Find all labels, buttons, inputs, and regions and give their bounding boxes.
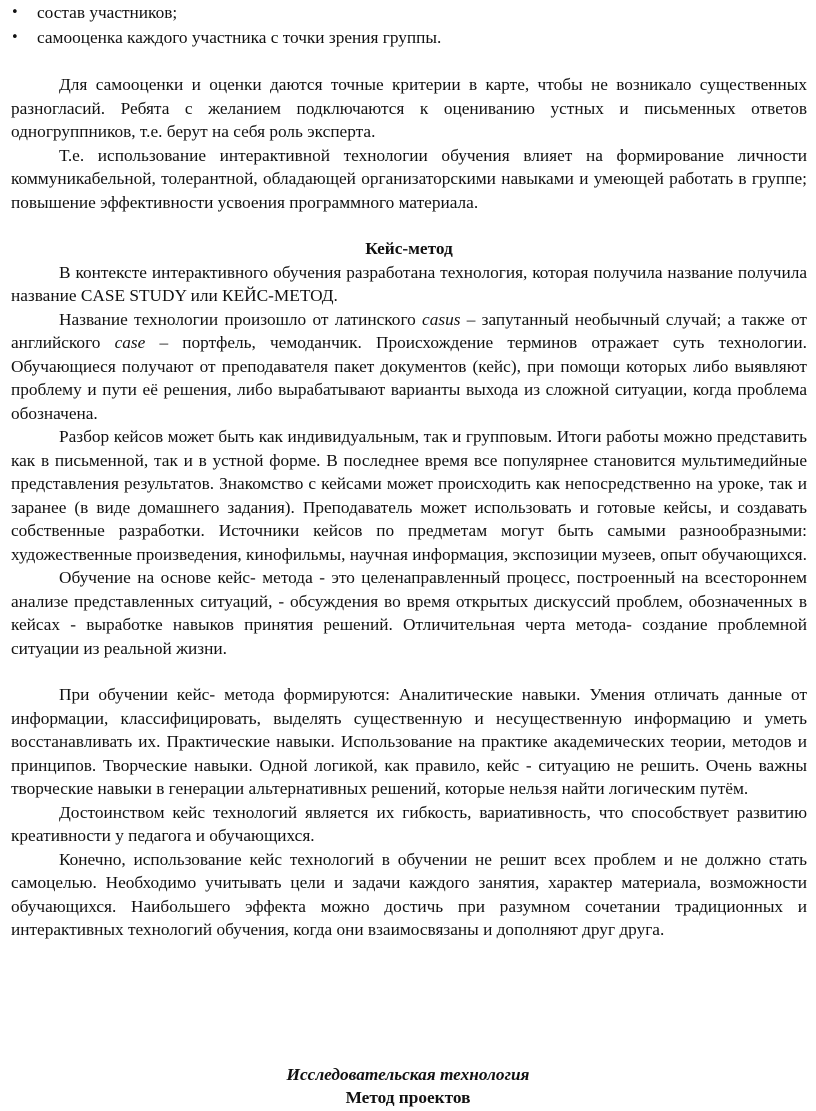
- section-title-case-method: Кейс-метод: [365, 239, 453, 258]
- document-page: [11, 0, 807, 942]
- paragraph-case-learning: Обучение на основе кейс- метода - это целенаправленный процесс, построенный на всестороннем анализе представленных ситуаций, - обсуждения во время открытых дискуссий проблем, обозначенных в кейсах - выработке навыков принятия решений. Отличительная черта метода- создание проблемной ситуации из реальной жизни.: [11, 568, 807, 658]
- bullet-dot-icon: •: [11, 30, 19, 45]
- text-fragment: Название технологии произошло от латинского: [59, 309, 423, 329]
- heading-research-technology: Исследовательская технология: [286, 1065, 530, 1084]
- paragraph-skills: При обучении кейс- метода формируются: Аналитические навыки. Умения отличать данные от информации, классифицировать, выделять существенную и несущественную информацию и уметь восстанавливать их. Практические навыки. Использование на практике академических теории, методов и принципов. Творческие навыки. Одной логикой, как правило, кейс - ситуацию не решить. Очень важны творческие навыки в генерации альтернативных решений, которые нельзя найти логическим путём.: [11, 685, 807, 798]
- text-fragment: – портфель, чемоданчик. Происхождение терминов отражает суть технологии. Обучающиеся получают от преподавателя пакет документов (кейс), при помощи которых либо выявляют проблему и пути её решения, либо вырабатывают варианты выхода из сложной ситуации, когда проблема обозначена.: [11, 333, 808, 423]
- list-item-text: состав участников;: [37, 3, 178, 22]
- spacer: [11, 50, 807, 73]
- paragraph-advantages: Достоинством кейс технологий является их гибкость, вариативность, что способствует развитию креативности у педагога и обучающихся.: [11, 802, 807, 845]
- paragraph-self-assessment: Для самооценки и оценки даются точные критерии в карте, чтобы не возникало существенных разногласий. Ребята с желанием подключаются к оцениванию устных и письменных ответов одногруппников, т.е. берут на себя роль эксперта.: [11, 75, 807, 141]
- list-item-text: самооценка каждого участника с точки зрения группы.: [37, 28, 442, 47]
- bullet-list: [11, 0, 807, 50]
- bullet-dot-icon: •: [11, 5, 19, 20]
- paragraph-case-analysis: Разбор кейсов может быть как индивидуальным, так и групповым. Итоги работы можно представить как в письменной, так и в устной форме. В последнее время все популярнее становится мультимедийные представления результатов. Знакомство с кейсами может происходить как непосредственно на уроке, так и заранее (в виде домашнего задания). Преподаватель может использовать и готовые кейсы, и создавать собственные разработки. Источники кейсов по предметам могут быть самыми разнообразными: художественные произведения, кинофильмы, научная информация, экспозиции музеев, опыт обучающихся.: [11, 427, 807, 564]
- text-fragment: – запутанный необычный случай; а также от английского: [11, 309, 807, 352]
- list-item: [11, 25, 807, 50]
- heading-project-method: Метод проектов: [345, 1088, 471, 1107]
- term-case: case: [114, 333, 146, 352]
- paragraph-case-etymology: [11, 308, 807, 426]
- next-section-headings: [0, 1063, 816, 1109]
- term-casus: casus: [422, 309, 461, 329]
- paragraph-conclusion: Конечно, использование кейс технологий в обучении не решит всех проблем и не должно стать самоцелью. Необходимо учитывать цели и задачи каждого занятия, характер материала, возможности обучающихся. Наибольшего эффекта можно достичь при разумном сочетании традиционных и интерактивных технологий обучения, когда они взаимосвязаны и дополняют друг друга.: [11, 849, 807, 939]
- spacer: [11, 214, 807, 237]
- spacer: [11, 660, 807, 683]
- list-item: [11, 0, 807, 25]
- paragraph-interactive-impact: Т.е. использование интерактивной технологии обучения влияет на формирование личности коммуникабельной, толерантной, обладающей организаторскими навыками и умеющей работать в группе; повышение эффективности усвоения программного материала.: [11, 145, 807, 212]
- paragraph-case-intro: В контексте интерактивного обучения разработана технология, которая получила название получила название CASE STUDY или КЕЙС-МЕТОД.: [11, 262, 807, 305]
